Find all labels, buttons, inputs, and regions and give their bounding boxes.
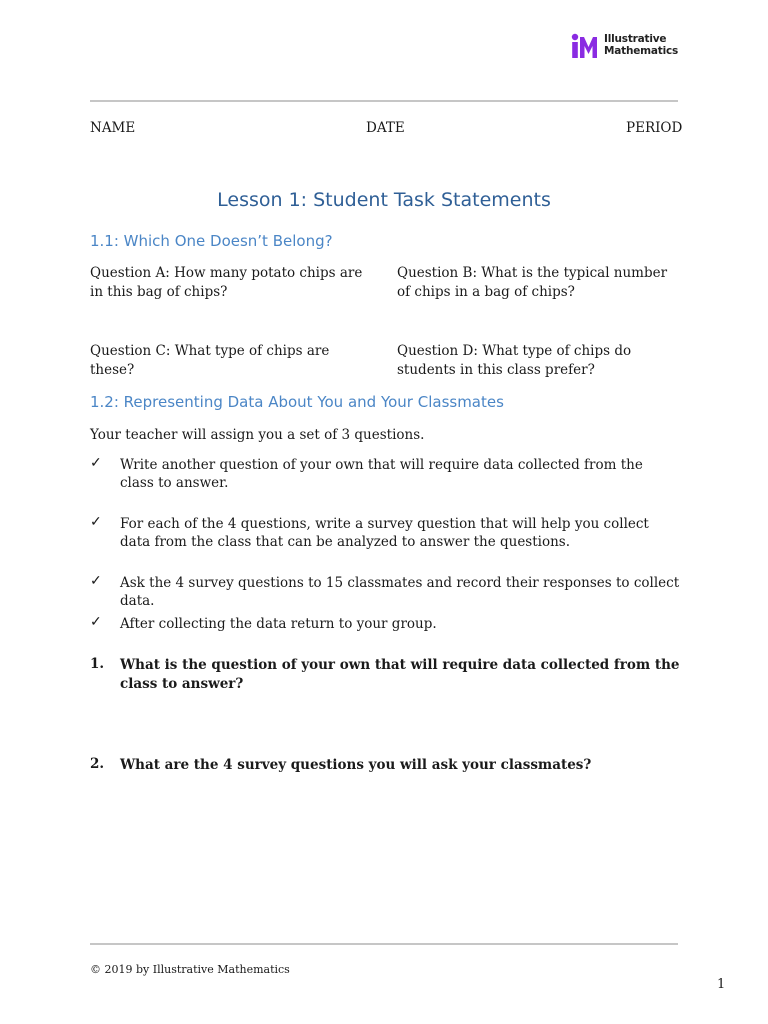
checkmark-icon: ✓ [90, 455, 102, 471]
name-label: NAME [90, 120, 136, 136]
page-number: 1 [717, 977, 726, 992]
section-intro: Your teacher will assign you a set of 3 questions. [90, 427, 425, 443]
footer-rule [90, 943, 678, 945]
numbered-question: What is the question of your own that will require data collected from the class to answer? [120, 657, 680, 692]
logo-line-2: Mathematics [604, 45, 679, 57]
section-1-2-heading: 1.2: Representing Data About You and Your Classmates [90, 393, 504, 411]
question-a: Question A: How many potato chips are in this bag of chips? [90, 265, 363, 300]
numbered-question: What are the 4 survey questions you will ask your classmates? [120, 757, 592, 773]
checkmark-icon: ✓ [90, 614, 102, 630]
question-c: Question C: What type of chips are these? [90, 343, 330, 378]
question-number: 2. [90, 756, 105, 772]
question-number: 1. [90, 656, 105, 672]
checklist-item: Ask the 4 survey questions to 15 classmates and record their responses to collect data. [120, 575, 680, 609]
header-rule [90, 100, 678, 102]
page-title: Lesson 1: Student Task Statements [217, 189, 551, 211]
question-b: Question B: What is the typical number of chips in a bag of chips? [397, 265, 668, 300]
illustrative-mathematics-logo [571, 33, 681, 61]
checklist-item: For each of the 4 questions, write a survey question that will help you collect data from the class that can be analyzed to answer the questions. [120, 516, 649, 550]
checkmark-icon: ✓ [90, 573, 102, 589]
logo-line-1: Illustrative [604, 33, 667, 45]
section-1-1-heading: 1.1: Which One Doesn’t Belong? [90, 232, 333, 250]
checklist-item: After collecting the data return to your group. [120, 616, 437, 632]
question-d: Question D: What type of chips do students in this class prefer? [397, 343, 632, 378]
im-logo-icon [571, 33, 601, 61]
period-label: PERIOD [626, 120, 683, 136]
checklist-item: Write another question of your own that will require data collected from the class to answer. [120, 457, 643, 491]
checkmark-icon: ✓ [90, 514, 102, 530]
date-label: DATE [366, 120, 405, 136]
copyright: © 2019 by Illustrative Mathematics [90, 963, 290, 976]
